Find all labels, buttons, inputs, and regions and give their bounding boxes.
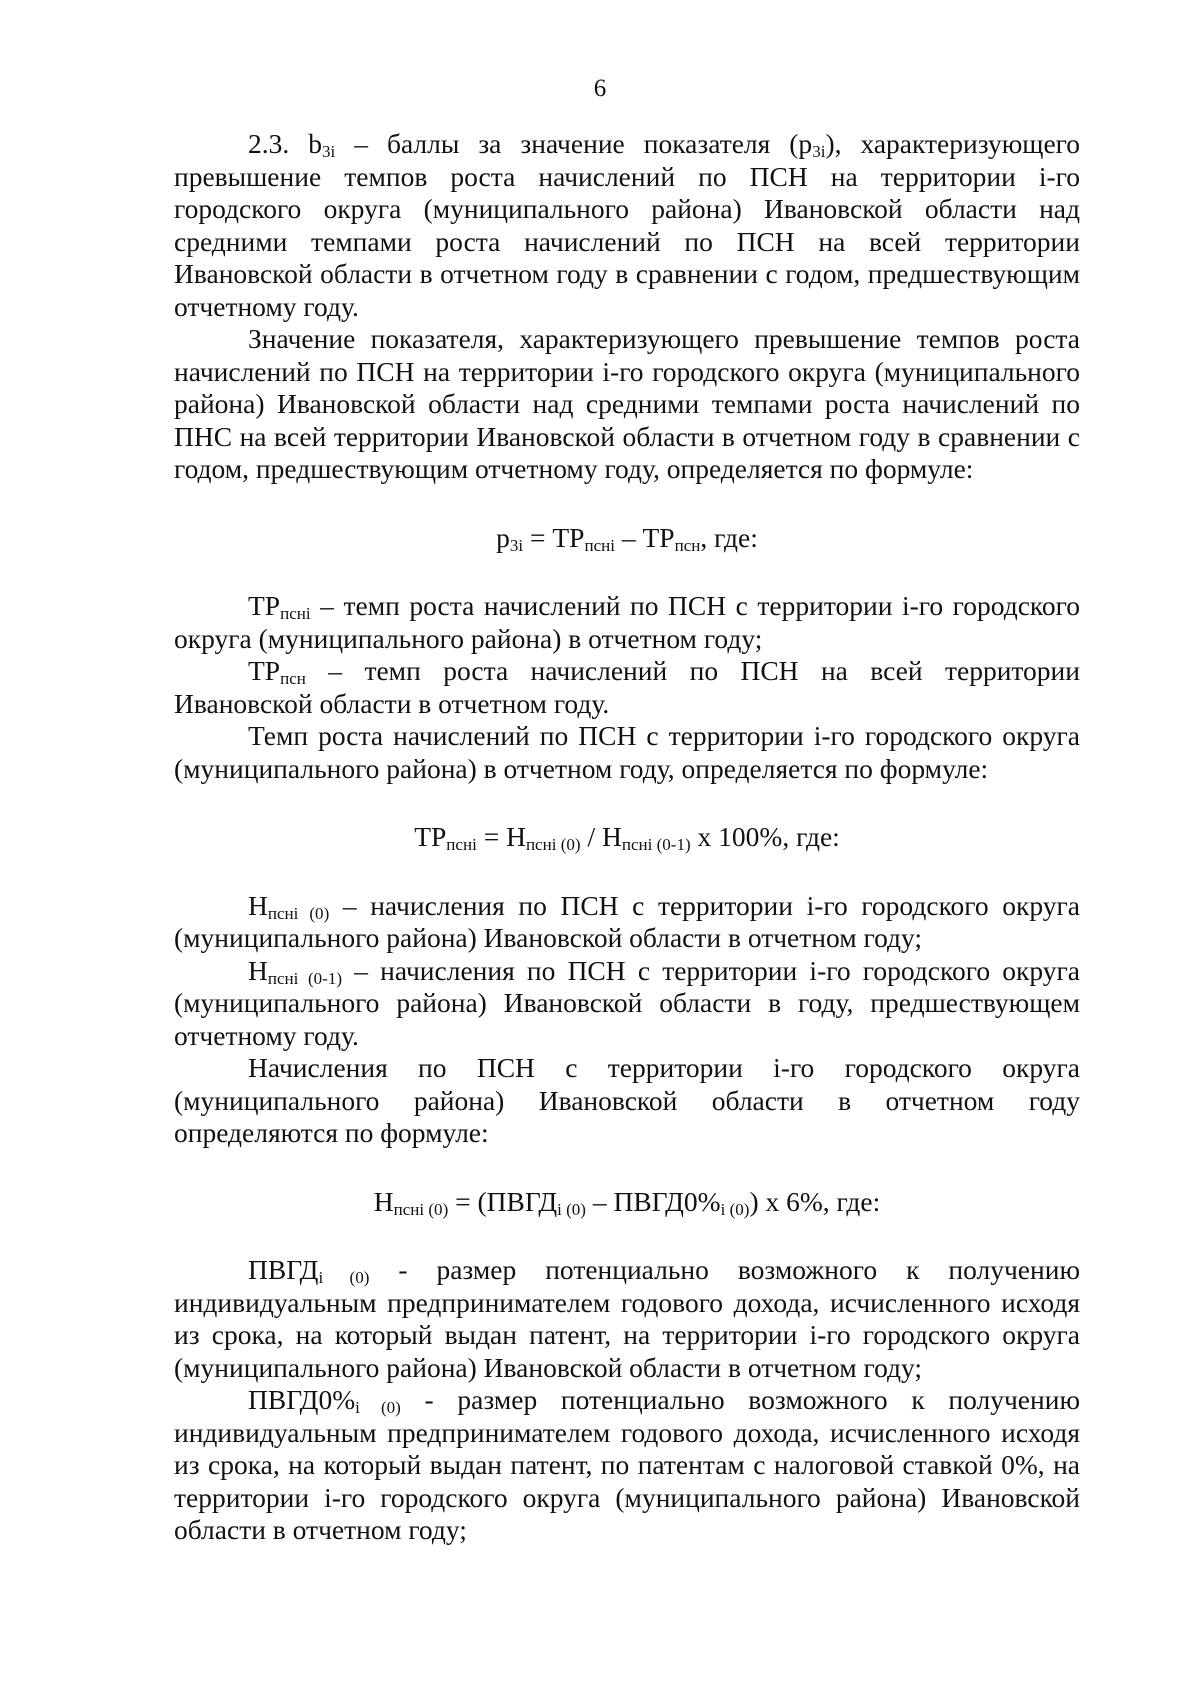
paragraph-growth-rate: Темп роста начислений по ПСН с территории i-го городского округа (муниципального района) в отчетном году, определяется по формуле: <box>174 720 1080 784</box>
definition-text: – темп роста начислений по ПСН на всей территории Ивановской области в отчетном году. <box>174 655 1080 719</box>
formula-text: ТР <box>414 821 447 852</box>
subscript: 3i <box>812 141 826 161</box>
text: 2.3. b <box>248 128 322 159</box>
definition-text: – начисления по ПСН с территории i-го городского округа (муниципального района) Ивановской области в отчетном году; <box>174 889 1080 953</box>
formula-n-psni-0 <box>174 1186 1080 1219</box>
definition-n-psni-0 <box>174 890 1080 955</box>
term-subscript: псні (0-1) <box>267 968 343 988</box>
formula-text: = ТР <box>523 521 585 553</box>
formula-p3i <box>174 522 1080 555</box>
term-subscript: i (0) <box>355 1397 401 1417</box>
formula-subscript: псні <box>584 535 615 555</box>
term: Н <box>248 889 268 921</box>
formula-text: , где: <box>700 521 758 553</box>
formula-text: ) х 6%, где: <box>749 1185 881 1217</box>
term-subscript: i (0) <box>318 1267 370 1287</box>
text: – баллы за значение показателя (p <box>335 128 813 159</box>
term: ТР <box>248 655 281 686</box>
formula-text: = Н <box>476 821 526 852</box>
formula-subscript: псні (0) <box>393 1199 449 1219</box>
formula-text: Н <box>373 1185 394 1217</box>
paragraph-accruals: Начисления по ПСН с территории i-го городского округа (муниципального района) Ивановской области в отчетном году определяются по формуле: <box>174 1052 1080 1148</box>
definition-text: – начисления по ПСН с территории i-го городского округа (муниципального района) Ивановской области в году, предшествующем отчетному году. <box>174 954 1080 1051</box>
definition-tr-psn <box>174 655 1080 720</box>
formula-subscript: 3i <box>509 535 524 555</box>
formula-text: – ПВГД0% <box>585 1185 721 1217</box>
definition-text: - размер потенциально возможного к получению индивидуальным предпринимателем годового дохода, исчисленного исходя из срока, на который выдан патент, по патентам с налоговой ставкой 0%, на территории i-го городского округа (муниципального района) Ивановской области в отчетном году; <box>174 1384 1080 1545</box>
formula-text: / Н <box>580 821 622 852</box>
formula-subscript: псн <box>674 535 701 555</box>
term: ТР <box>248 590 281 621</box>
definition-pvgd <box>174 1254 1080 1384</box>
formula-subscript: i (0) <box>557 1199 586 1219</box>
term: ПВГД <box>248 1254 319 1285</box>
subscript: 3i <box>322 141 336 161</box>
formula-subscript: i (0) <box>720 1199 750 1219</box>
text: ), характеризующего превышение темпов роста начислений по ПСН на территории i-го городского округа (муниципального района) Ивановской области над средними темпами роста начислений по ПСН на всей территории Ивановской области в отчетном году в сравнении с годом, предшествующим отчетному году. <box>174 128 1080 322</box>
formula-tr-psni <box>174 821 1080 854</box>
term-subscript: псні <box>280 603 311 623</box>
formula-text: – ТР <box>615 521 675 553</box>
definition-tr-psni <box>174 590 1080 655</box>
term: ПВГД0% <box>248 1384 356 1415</box>
term: Н <box>248 954 268 986</box>
term-subscript: псні (0) <box>267 903 330 923</box>
formula-text: = (ПВГД <box>448 1185 558 1217</box>
definition-n-psni-0-1 <box>174 955 1080 1053</box>
formula-subscript: псні <box>446 834 477 854</box>
page-number: 6 <box>593 75 607 102</box>
definition-text: – темп роста начислений по ПСН с территории i-го городского округа (муниципального района) в отчетном году; <box>174 590 1080 654</box>
formula-text: p <box>496 521 510 553</box>
formula-subscript: псні (0) <box>525 834 581 854</box>
formula-subscript: псні (0-1) <box>621 834 691 854</box>
paragraph-2-3-definition <box>174 128 1080 323</box>
term-subscript: псн <box>280 668 306 688</box>
definition-text: - размер потенциально возможного к получению индивидуальным предпринимателем годового дохода, исчисленного исходя из срока, на который выдан патент, на территории i-го городского округа (муниципального района) Ивановской области в отчетном году; <box>174 1254 1080 1383</box>
paragraph-indicator-value: Значение показателя, характеризующего превышение темпов роста начислений по ПСН на территории i-го городского округа (муниципального района) Ивановской области над средними темпами роста начислений по ПНС на всей территории Ивановской области в отчетном году в сравнении с годом, предшествующим отчетному году, определяется по формуле: <box>174 323 1080 484</box>
document-body <box>174 128 1080 1547</box>
definition-pvgd0 <box>174 1384 1080 1547</box>
formula-text: х 100%, где: <box>690 821 840 852</box>
